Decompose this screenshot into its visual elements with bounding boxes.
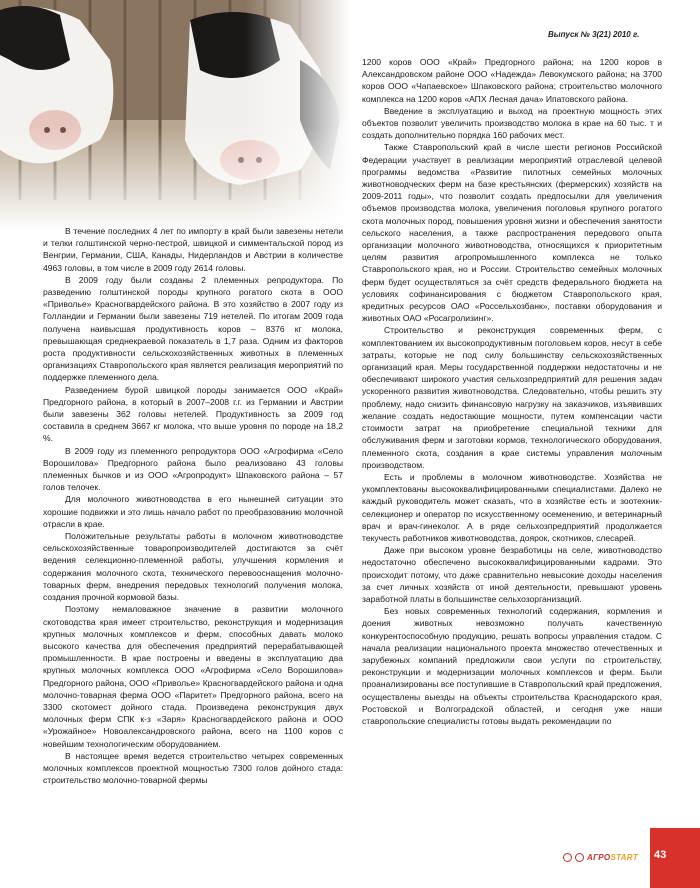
- issue-label: Выпуск № 3(21) 2010 г.: [548, 30, 640, 39]
- brand-name: АГРОSTART: [587, 853, 638, 862]
- cows-photo: [0, 0, 350, 230]
- agrostart-logo: [563, 853, 638, 862]
- paragraph: Даже при высоком уровне безработицы на селе, животноводство недостаточно обеспечено высококвалифицированными кадрами. Это происходит потому, что даже сравнительно невысокие доходы населения за счет личных хозяйств от иной деятельности, превышают уровень заработной платы в большинстве сельхозорганизаций.: [362, 545, 662, 604]
- paragraph: Есть и проблемы в молочном животноводстве. Хозяйства не укомплектованы высококвалифицированными специалистами. Далеко не каждый руководитель может сказать, что в хозяйстве есть и зоотехник-селекционер и оператор по искусственному осеменению, и ветеринарный врач и врач-гинеколог. А в ряде сельхозпредприятий продолжается текучесть работников животноводства, доярок, скотников, слесарей.: [362, 471, 662, 543]
- left-column: [43, 225, 343, 786]
- ring-icon: [563, 853, 572, 862]
- paragraph: В течение последних 4 лет по импорту в край были завезены нетели и телки голштинской черно-пестрой, швицкой и симментальской пород из Венгрии, Германии, США, Канады, Нидерландов и Австрии в количестве 4963 головы, в том числе в 2009 году 2614 головы.: [43, 226, 343, 273]
- paragraph: Положительные результаты работы в молочном животноводстве сельскохозяйственные товаропроизводителей достигаются за счёт ведения селекционно-племенной работы, улучшения кормления и содержания молочного скота, технического перевооснащения молочно-товарных ферм, внедрения передовых технологий получения молока, создания прочной кормовой базы.: [43, 531, 343, 603]
- paragraph: Для молочного животноводства в его нынешней ситуации это хорошие подвижки и это лишь начало работ по преобразованию молочной отрасли в крае.: [43, 494, 343, 529]
- paragraph: Разведением бурой швицкой породы занимается ООО «Край» Предгорного района, в который в 2007–2008 г.г. из Германии и Австрии были завезены 362 головы нетелей. Продуктивность за 2009 год составила в среднем 3667 кг молока, что выше уровня по породе на 18,2 %.: [43, 384, 343, 444]
- paragraph: В настоящее время ведется строительство четырех современных молочных комплексов проектной мощностью 7300 голов дойного стада: строительство молочно-товарной фермы: [43, 750, 343, 786]
- ring-icon: [575, 853, 584, 862]
- paragraph: Также Ставропольский край в числе шести регионов Российской Федерации участвует в реализации мероприятий отраслевой целевой программы ведомства «Развитие пилотных семейных молочных животноводческих ферм на базе крестьянских (фермерских) хозяйств на 2009-2011 годы», что позволит создать предпосылки для увеличения объемов производства молока, увеличения поголовья крупного рогатого скота молочных пород, повышения уровня жизни и обеспечения занятости сельского населения, а также распространения передового опыта организации молочного животноводства, относящихся к приоритетным целям развития агропромышленного комплекса не только Ставропольского края, но и России. Строительство семейных молочных ферм будет осуществляться за счёт средств федерального бюджета на условиях софинансирования с бюджетом Ставропольского края, кредитных ресурсов ОАО «Россельхозбанк», поставки оборудования и животных ОАО «Росагролизинг».: [362, 142, 662, 324]
- paragraph: 1200 коров ООО «Край» Предгорного района; на 1200 коров в Александровском районе ООО «Надежда» Левокумского района; на 3700 коров ООО «Чапаевское» Шпаковского района; строительство молочного комплекса на 1200 коров «АПХ Лесная дача» Ипатовского района.: [362, 57, 662, 104]
- paragraph: Без новых современных технологий содержания, кормления и доения животных невозможно получать качественную конкурентоспособную продукцию, решать вопросы управления стадом. С начала реализации национального проекта множество отечественных и зарубежных компаний предложили свои услуги по строительству, реконструкции и модернизации молочных комплексов и ферм. Были проанализированы все поступившие в Ставропольский край предложения, осуществлены выезды на объекты строительства Краснодарского края, Ростовской и Волгоградской областей, и сегодня уже наши ставропольские специалисты готовы выдать рекомендации по: [362, 606, 662, 726]
- paragraph: Введение в эксплуатацию и выход на проектную мощность этих объектов позволит увеличить производство молока в крае на 60 тыс. т и создать дополнительно порядка 160 рабочих мест.: [362, 105, 662, 141]
- paragraph: Строительство и реконструкция современных ферм, с комплектованием их высокопродуктивным поголовьем коров, несут в себе затраты, которые не под силу большинству сельскохозяйственных организаций края. Меры государственной поддержки недостаточны и не обеспечивают широкого участия сельхозпредприятий для решения задач ускоренного развития животноводства. Следовательно, чтобы решить эту проблему, надо снизить финансовую нагрузку на заказчиков, изъявивших желание создать недостающие мощности, путем компенсации части стоимости затрат на приобретение специальной техники для обслуживания ферм и заготовки кормов, технологического оборудования, племенного скота, создания в крае системы управления молочным производством.: [362, 325, 662, 470]
- paragraph: В 2009 году из племенного репродуктора ООО «Агрофирма «Село Ворошилова» Предгорного района было реализовано 43 головы племенных бычков и из ООО «Агропродукт» Шпаковского района – 57 голов телочек.: [43, 445, 343, 493]
- page-number: 43: [654, 849, 667, 861]
- right-column: [362, 56, 662, 727]
- paragraph: Поэтому немаловажное значение в развитии молочного скотоводства края имеет строительство, реконструкция и модернизация крупных молочных комплексов и ферм, способных давать молоко высокого качества для обеспечения предприятий перерабатывающей промышленности. В крае построены и введены в эксплуатацию два крупных молочных комплекса ООО «Агрофирма «Село Ворошилова» Предгорного района, ООО «Приволье» Красногвардейского района и одна молочно-товарная ферма ООО «Паритет» Предгорного района, всего на 3300 скотомест дойного стада. Произведена реконструкция двух молочных ферм СПК к-з «Заря» Красногвардейского района и ООО «Урожайное» Новоалександровского района, всего на 1100 коров с новейшим технологическим оборудованием.: [43, 604, 343, 749]
- paragraph: В 2009 году были созданы 2 племенных репродуктора. По разведению голштинской породы крупного рогатого скота в ООО «Приволье» Красногвардейского района. В это хозяйство в 2007 году из Голландии и Германии были завезены 719 нетелей. По итогам 2009 года получена наивысшая продуктивность коров – 8376 кг молока, превышающая среднекраевой показатель в 1,7 раза. Одним из факторов роста продуктивности сельскохозяйственных животных в племенных организациях Ставропольского края является реализация мероприятий по поддержке племенного дела.: [43, 274, 343, 383]
